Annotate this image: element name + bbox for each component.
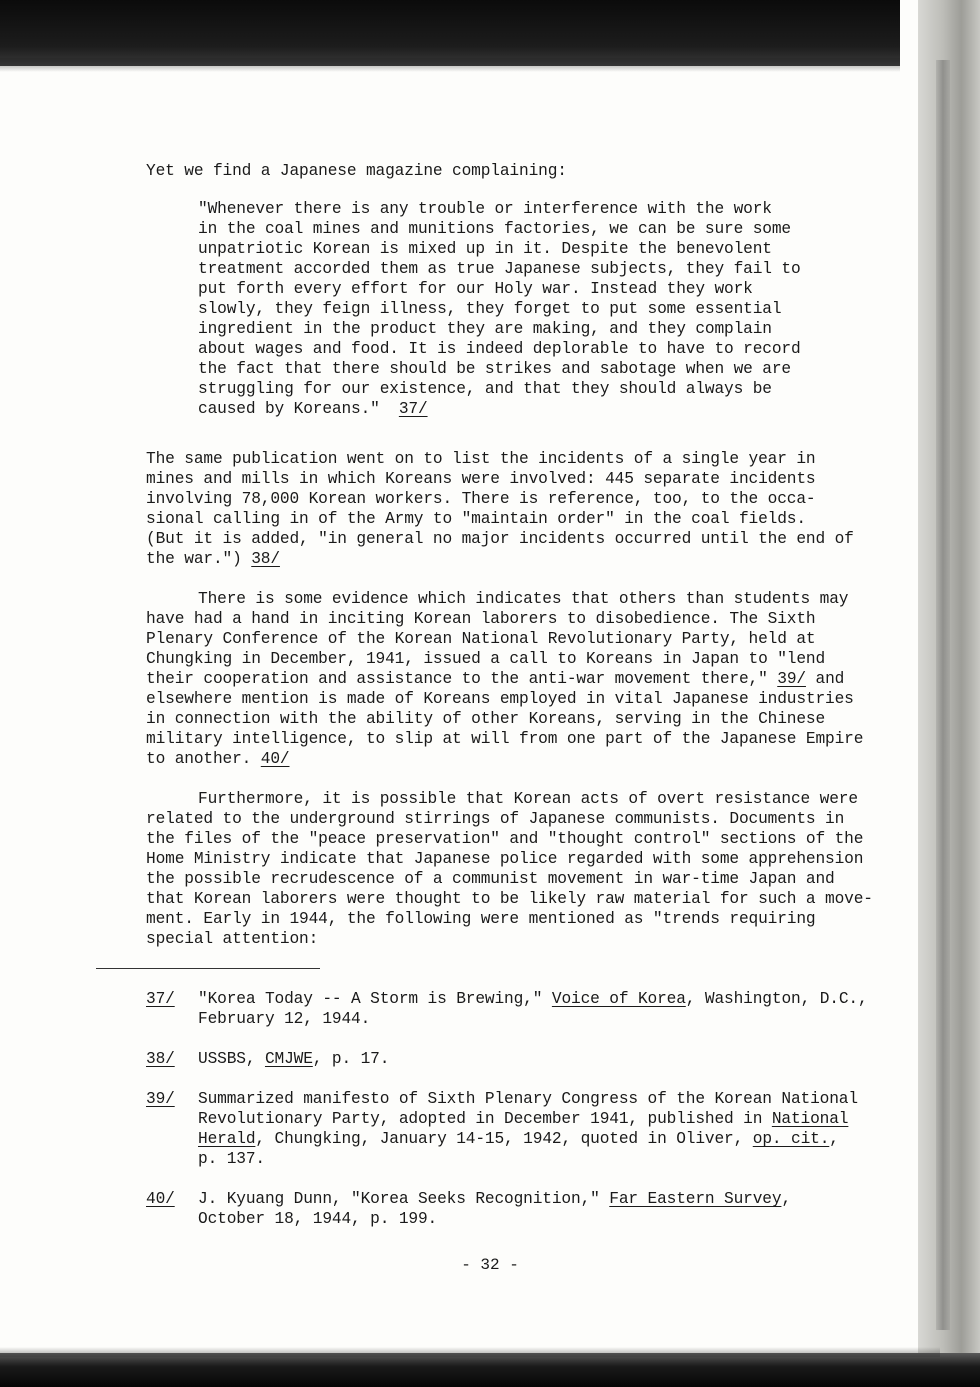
para2-line-last bbox=[146, 749, 290, 769]
citation-abbrev: op. cit. bbox=[752, 1130, 830, 1148]
quote-line: put forth every effort for our Holy war. Instead they work bbox=[198, 280, 753, 298]
quote-line: about wages and food. It is indeed deplorable to have to record bbox=[198, 340, 801, 358]
quote-line: unpatriotic Korean is mixed up in it. Despite the benevolent bbox=[198, 240, 772, 258]
para1-last-text: the war.") bbox=[146, 550, 242, 568]
para1-line: sional calling in of the Army to "maintain order" in the coal fields. bbox=[146, 510, 806, 528]
footnote-text: , bbox=[781, 1190, 792, 1208]
para1-line: involving 78,000 Korean workers. There is reference, too, to the occa- bbox=[146, 490, 816, 508]
quote-line: slowly, they feign illness, they forget to put some essential bbox=[198, 300, 782, 318]
para3-line: Home Ministry indicate that Japanese police regarded with some apprehension bbox=[146, 850, 864, 868]
para2-line: elsewhere mention is made of Koreans employed in vital Japanese industries bbox=[146, 690, 854, 708]
quote-line-last bbox=[198, 399, 428, 419]
footnote-text: Revolutionary Party, adopted in December 1941, published in bbox=[198, 1110, 763, 1128]
para2-line: There is some evidence which indicates that others than students may bbox=[198, 590, 849, 608]
quote-line: struggling for our existence, and that they should always be bbox=[198, 380, 772, 398]
para3-line: related to the underground stirrings of Japanese communists. Documents in bbox=[146, 810, 845, 828]
para1-line: (But it is added, "in general no major incidents occurred until the end of bbox=[146, 530, 854, 548]
footnote-line bbox=[198, 1129, 839, 1149]
quote-last-text: caused by Koreans." bbox=[198, 400, 380, 418]
publication-title: CMJWE bbox=[264, 1050, 313, 1068]
footnote-text: , bbox=[829, 1130, 839, 1148]
footnote-number: 38/ bbox=[146, 1050, 175, 1068]
para2-line: military intelligence, to slip at will from one part of the Japanese Empire bbox=[146, 730, 864, 748]
quote-line: "Whenever there is any trouble or interference with the work bbox=[198, 200, 772, 218]
footnote-text: , p. 17. bbox=[312, 1050, 390, 1068]
para3-line: ment. Early in 1944, the following were mentioned as "trends requiring bbox=[146, 910, 816, 928]
para2-line5-end: and bbox=[815, 670, 845, 688]
footnote-line bbox=[198, 989, 868, 1009]
para1-line: The same publication went on to list the incidents of a single year in bbox=[146, 450, 816, 468]
footnote-separator bbox=[96, 968, 320, 969]
footnote-line: p. 137. bbox=[198, 1150, 265, 1168]
para1-line-last bbox=[146, 549, 280, 569]
footnote-text: J. Kyuang Dunn, "Korea Seeks Recognition," bbox=[198, 1190, 600, 1208]
para3-line: Furthermore, it is possible that Korean acts of overt resistance were bbox=[198, 790, 858, 808]
para2-last-text: to another. bbox=[146, 750, 252, 768]
para2-line: Plenary Conference of the Korean National Revolutionary Party, held at bbox=[146, 630, 816, 648]
footnote-number: 40/ bbox=[146, 1190, 175, 1208]
para2-line: have had a hand in inciting Korean laborers to disobedience. The Sixth bbox=[146, 610, 816, 628]
footnote-line bbox=[198, 1189, 791, 1209]
para3-line: the possible recrudescence of a communist movement in war-time Japan and bbox=[146, 870, 835, 888]
intro-line: Yet we find a Japanese magazine complaining: bbox=[146, 162, 567, 180]
footnote-line: October 18, 1944, p. 199. bbox=[198, 1210, 438, 1228]
para2-line: Chungking in December, 1941, issued a call to Koreans in Japan to "lend bbox=[146, 650, 826, 668]
publication-title: Far Eastern Survey bbox=[609, 1190, 782, 1208]
footnote-line bbox=[198, 1109, 848, 1129]
quote-line: the fact that there should be strikes and sabotage when we are bbox=[198, 360, 791, 378]
para2-line: in connection with the ability of other Koreans, serving in the Chinese bbox=[146, 710, 826, 728]
publication-title: National bbox=[771, 1110, 849, 1128]
page-number: - 32 - bbox=[461, 1256, 519, 1274]
footnote-text: , Washington, D.C., bbox=[685, 990, 868, 1008]
footnote-text: "Korea Today -- A Storm is Brewing," bbox=[198, 990, 543, 1008]
quote-line: treatment accorded them as true Japanese subjects, they fail to bbox=[198, 260, 801, 278]
footnote-number: 37/ bbox=[146, 990, 175, 1008]
para2-line5-text: their cooperation and assistance to the anti-war movement there," bbox=[146, 670, 768, 688]
para3-line: special attention: bbox=[146, 930, 319, 948]
para3-line: the files of the "peace preservation" and "thought control" sections of the bbox=[146, 830, 864, 848]
footnote-text: USSBS, bbox=[198, 1050, 256, 1068]
footnote-line bbox=[198, 1049, 389, 1069]
publication-title: Voice of Korea bbox=[551, 990, 686, 1008]
para2-line-ref bbox=[146, 669, 844, 689]
para1-line: mines and mills in which Koreans were involved: 445 separate incidents bbox=[146, 470, 816, 488]
quote-line: ingredient in the product they are making, and they complain bbox=[198, 320, 772, 338]
footnote-ref-39: 39/ bbox=[777, 670, 806, 688]
para3-line: that Korean laborers were thought to be likely raw material for such a move- bbox=[146, 890, 873, 908]
footnote-ref-37: 37/ bbox=[398, 400, 428, 418]
footnote-line: February 12, 1944. bbox=[198, 1010, 371, 1028]
footnote-ref-38: 38/ bbox=[251, 550, 280, 568]
publication-title: Herald bbox=[198, 1130, 256, 1148]
footnote-number: 39/ bbox=[146, 1090, 175, 1108]
quote-line: in the coal mines and munitions factories, we can be sure some bbox=[198, 220, 791, 238]
footnote-line: Summarized manifesto of Sixth Plenary Congress of the Korean National bbox=[198, 1090, 858, 1108]
footnote-text: , Chungking, January 14-15, 1942, quoted in Oliver, bbox=[255, 1130, 744, 1148]
footnote-ref-40: 40/ bbox=[260, 750, 290, 768]
